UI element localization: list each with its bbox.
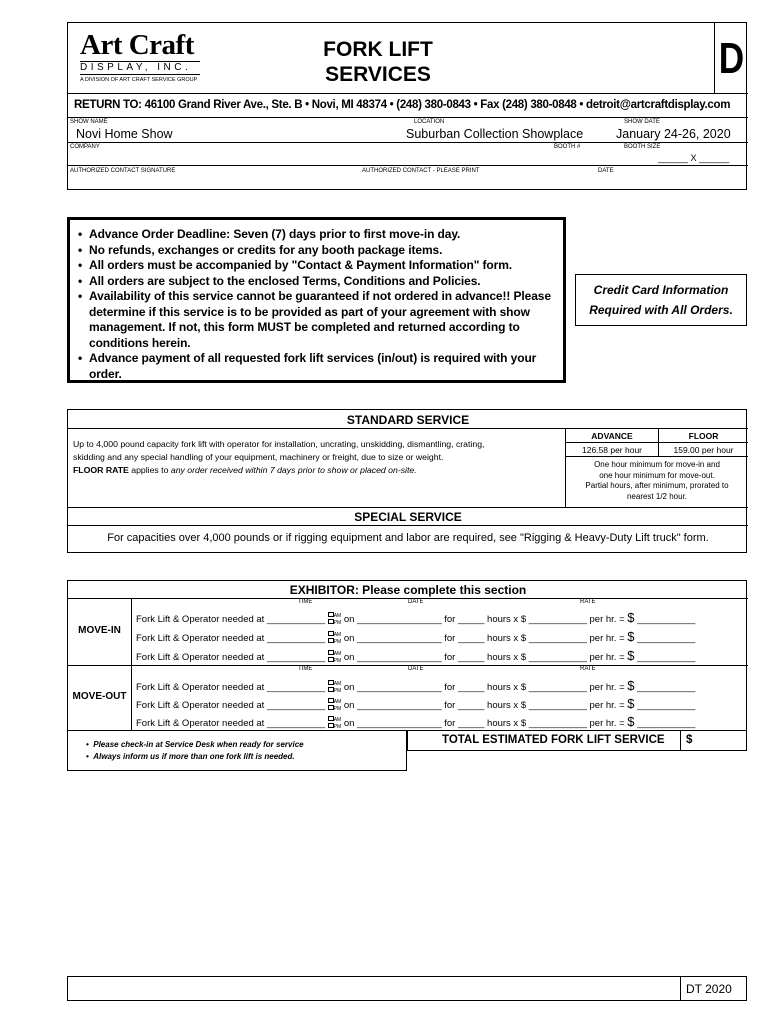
date-col-label: DATE: [408, 666, 424, 672]
special-service-text: For capacities over 4,000 pounds or if rigging equipment and labor are required, see "Rigging & Heavy-Duty Lift truck" form.: [107, 532, 709, 544]
divider: [68, 428, 748, 429]
location-value[interactable]: Suburban Collection Showplace: [406, 127, 584, 141]
special-service-heading: SPECIAL SERVICE: [354, 510, 462, 524]
move-in-row[interactable]: Fork Lift & Operator needed at ___________ AM PM on ________________ for _____ hours x $ ___________ per hr. = $ ___________: [136, 610, 696, 627]
exhibitor-heading: EXHIBITOR: Please complete this section: [289, 583, 527, 597]
divider: [566, 442, 748, 443]
service-notes: [67, 730, 407, 771]
total-field[interactable]: [698, 730, 748, 750]
move-in-label: MOVE-IN: [78, 625, 121, 636]
booth-size-label: BOOTH SIZE: [624, 144, 661, 150]
logo-rule: [80, 74, 200, 75]
company-label: COMPANY: [70, 144, 100, 150]
am-pm-checkbox[interactable]: AM PM: [328, 631, 342, 645]
move-in-row[interactable]: Fork Lift & Operator needed at ___________ AM PM on ________________ for _____ hours x $ ___________ per hr. = $ ___________: [136, 629, 696, 646]
footer-box: [67, 976, 747, 1001]
total-estimate: [407, 730, 747, 751]
divider: [68, 93, 748, 94]
return-address: RETURN TO: 46100 Grand River Ave., Ste. B • Novi, MI 48374 • (248) 380-0843 • Fax (248) 380-0848 • detroit@artcraftdisplay.com: [74, 99, 731, 111]
am-pm-checkbox[interactable]: AM PM: [328, 698, 342, 712]
booth-size-field[interactable]: ______ X ______: [658, 153, 730, 163]
total-dollar: $: [686, 734, 693, 746]
booth-number-label: BOOTH #: [554, 144, 581, 150]
move-out-row[interactable]: Fork Lift & Operator needed at ___________ AM PM on ________________ for _____ hours x $ ___________ per hr. = $ ___________: [136, 714, 696, 731]
form-header: [67, 22, 747, 190]
form-code: DT 2020: [686, 982, 732, 996]
divider: [714, 23, 715, 93]
rate-col-label: RATE: [580, 666, 596, 672]
credit-card-note: Credit Card Information Required with All Orders.: [575, 274, 747, 326]
standard-service-description: Up to 4,000 pound capacity fork lift with operator for installation, uncrating, unskidding, dismantling, crating, skidding and any special handling of your equipment, machinery or freight, due to size or weight. FLOOR RATE applies to any order received within 7 days prior to show or placed on-site.: [73, 439, 485, 475]
move-out-label: MOVE-OUT: [72, 691, 127, 702]
advance-rate: 126.58 per hour: [581, 445, 643, 455]
notice-item: • No refunds, exchanges or credits for any booth package items.: [78, 243, 557, 259]
show-date-value[interactable]: January 24-26, 2020: [616, 127, 731, 141]
am-pm-checkbox[interactable]: AM PM: [328, 650, 342, 664]
notice-item: • All orders are subject to the enclosed Terms, Conditions and Policies.: [78, 274, 557, 290]
logo-sub: DISPLAY, INC.: [80, 62, 192, 73]
notice-item: • All orders must be accompanied by "Contact & Payment Information" form.: [78, 258, 557, 274]
move-out-row[interactable]: Fork Lift & Operator needed at ___________ AM PM on ________________ for _____ hours x $ ___________ per hr. = $ ___________: [136, 678, 696, 695]
divider: [68, 507, 748, 508]
logo-division: A DIVISION OF ART CRAFT SERVICE GROUP: [80, 77, 198, 83]
notice-item: • Availability of this service cannot be guaranteed if not ordered in advance!! Please determine if this service is to be provided as part of your agreement with show management. If not, this form MUST be completed and returned according to conditions herein.: [78, 289, 557, 351]
standard-service-section: [67, 409, 747, 553]
time-col-label: TIME: [298, 666, 313, 672]
exhibitor-section: [67, 580, 747, 731]
divider: [68, 142, 748, 143]
form-title: FORK LIFT SERVICES: [323, 38, 433, 86]
show-name-label: SHOW NAME: [70, 119, 108, 125]
divider: [68, 165, 748, 166]
notice-item: • Advance Order Deadline: Seven (7) days prior to first move-in day.: [78, 227, 557, 243]
show-name-value[interactable]: Novi Home Show: [76, 127, 173, 141]
floor-label: FLOOR: [688, 431, 719, 441]
advance-label: ADVANCE: [591, 431, 633, 441]
signature-label: AUTHORIZED CONTACT SIGNATURE: [70, 168, 176, 174]
divider: [566, 456, 748, 457]
date-col-label: DATE: [408, 599, 424, 605]
time-col-label: TIME: [298, 599, 313, 605]
am-pm-checkbox[interactable]: AM PM: [328, 680, 342, 694]
am-pm-checkbox[interactable]: AM PM: [328, 612, 342, 626]
logo-name: Art Craft: [80, 29, 194, 61]
standard-service-heading: STANDARD SERVICE: [346, 413, 470, 427]
location-label: LOCATION: [414, 119, 445, 125]
divider: [680, 977, 681, 1000]
rate-note: One hour minimum for move-in and one hour minimum for move-out. Partial hours, after minimum, prorated to nearest 1/2 hour.: [585, 460, 729, 501]
rate-col-label: RATE: [580, 599, 596, 605]
show-date-label: SHOW DATE: [624, 119, 660, 125]
move-in-row[interactable]: Fork Lift & Operator needed at ___________ AM PM on ________________ for _____ hours x $ ___________ per hr. = $ ___________: [136, 648, 696, 665]
service-note: • Always inform us if more than one fork lift is needed.: [86, 752, 295, 761]
move-out-row[interactable]: Fork Lift & Operator needed at ___________ AM PM on ________________ for _____ hours x $ ___________ per hr. = $ ___________: [136, 696, 696, 713]
order-notices: [67, 217, 566, 383]
divider: [680, 730, 681, 750]
service-note: • Please check-in at Service Desk when ready for service: [86, 740, 304, 749]
notice-item: • Advance payment of all requested fork lift services (in/out) is required with your order.: [78, 351, 557, 382]
total-label: TOTAL ESTIMATED FORK LIFT SERVICE: [442, 734, 665, 746]
floor-rate: 159.00 per hour: [673, 445, 734, 455]
divider: [68, 117, 748, 118]
am-pm-checkbox[interactable]: AM PM: [328, 716, 342, 730]
print-name-label: AUTHORIZED CONTACT - PLEASE PRINT: [362, 168, 480, 174]
form-letter: D: [718, 34, 745, 83]
signature-field[interactable]: [68, 179, 748, 190]
divider: [68, 525, 748, 526]
date-label: DATE: [598, 168, 614, 174]
